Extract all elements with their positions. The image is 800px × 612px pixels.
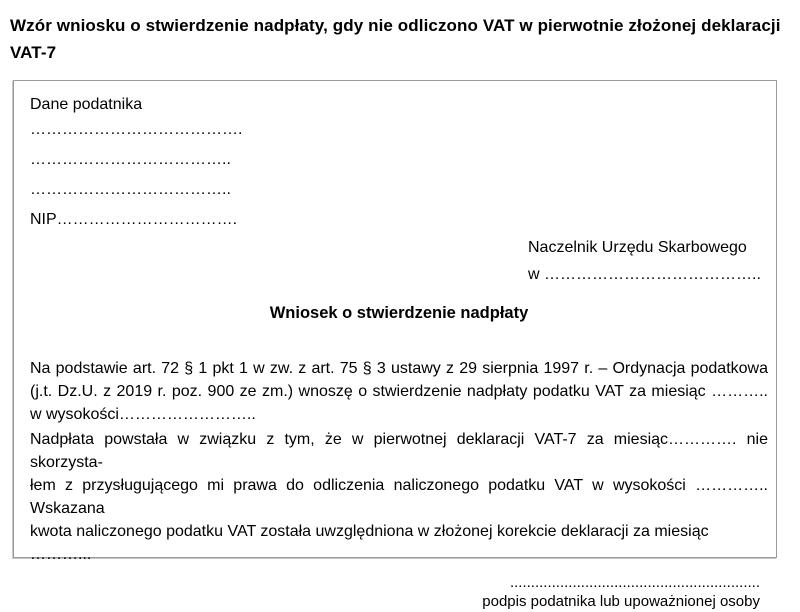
legal-basis-paragraph (30, 357, 768, 426)
paragraph-line: w wysokości…………………….. (30, 406, 256, 423)
taxpayer-data-label: Dane podatnika (30, 96, 143, 113)
addressee-office-label: Naczelnik Urzędu Skarbowego (528, 239, 747, 256)
nip-fill-line: ……………………………. (56, 211, 238, 228)
addressee-city-line (528, 261, 768, 289)
addressee-city-prefix: w (528, 266, 540, 283)
addressee-block (528, 235, 768, 289)
paragraph-line: Na podstawie art. 72 § 1 pkt 1 w zw. z art. 75 § 3 ustawy z 29 sierpnia 1997 r. – Ordynacja podatkowa (30, 360, 768, 377)
paragraph-line: (j.t. Dz.U. z 2019 r. poz. 900 ze zm.) wnoszę o stwierdzenie nadpłaty podatku VAT za miesiąc ……….. (30, 383, 768, 400)
justification-paragraph (30, 428, 768, 566)
page-title: Wzór wniosku o stwierdzenie nadpłaty, gdy nie odliczono VAT w pierwotnie złożonej deklaracji VAT-7 (10, 16, 781, 62)
addressee-city-fill-line: ………………………………….. (539, 266, 761, 283)
taxpayer-fill-line-2: ……………………………….. (30, 151, 231, 168)
signature-caption: podpis podatnika lub upoważnionej osoby (482, 593, 760, 610)
nip-label: NIP (30, 211, 57, 228)
taxpayer-fill-line-1: …………………………………. (30, 121, 243, 138)
paragraph-line: Nadpłata powstała w związku z tym, że w pierwotnej deklaracji VAT-7 za miesiąc…………. nie skorzysta- (30, 431, 768, 471)
taxpayer-fill-line-3: ……………………………….. (30, 181, 231, 198)
document-heading: Wniosek o stwierdzenie nadpłaty (269, 304, 529, 322)
paragraph-line: łem z przysługującego mi prawa do odliczenia naliczonego podatku VAT w wysokości ………….. Wskazana (30, 477, 768, 517)
paragraph-line: kwota naliczonego podatku VAT została uwzględniona w złożonej korekcie deklaracji za miesiąc ………... (30, 523, 709, 563)
taxpayer-nip-line (30, 205, 768, 235)
application-form-box (13, 80, 777, 610)
signature-fill-line: ............................................................ (509, 574, 760, 591)
